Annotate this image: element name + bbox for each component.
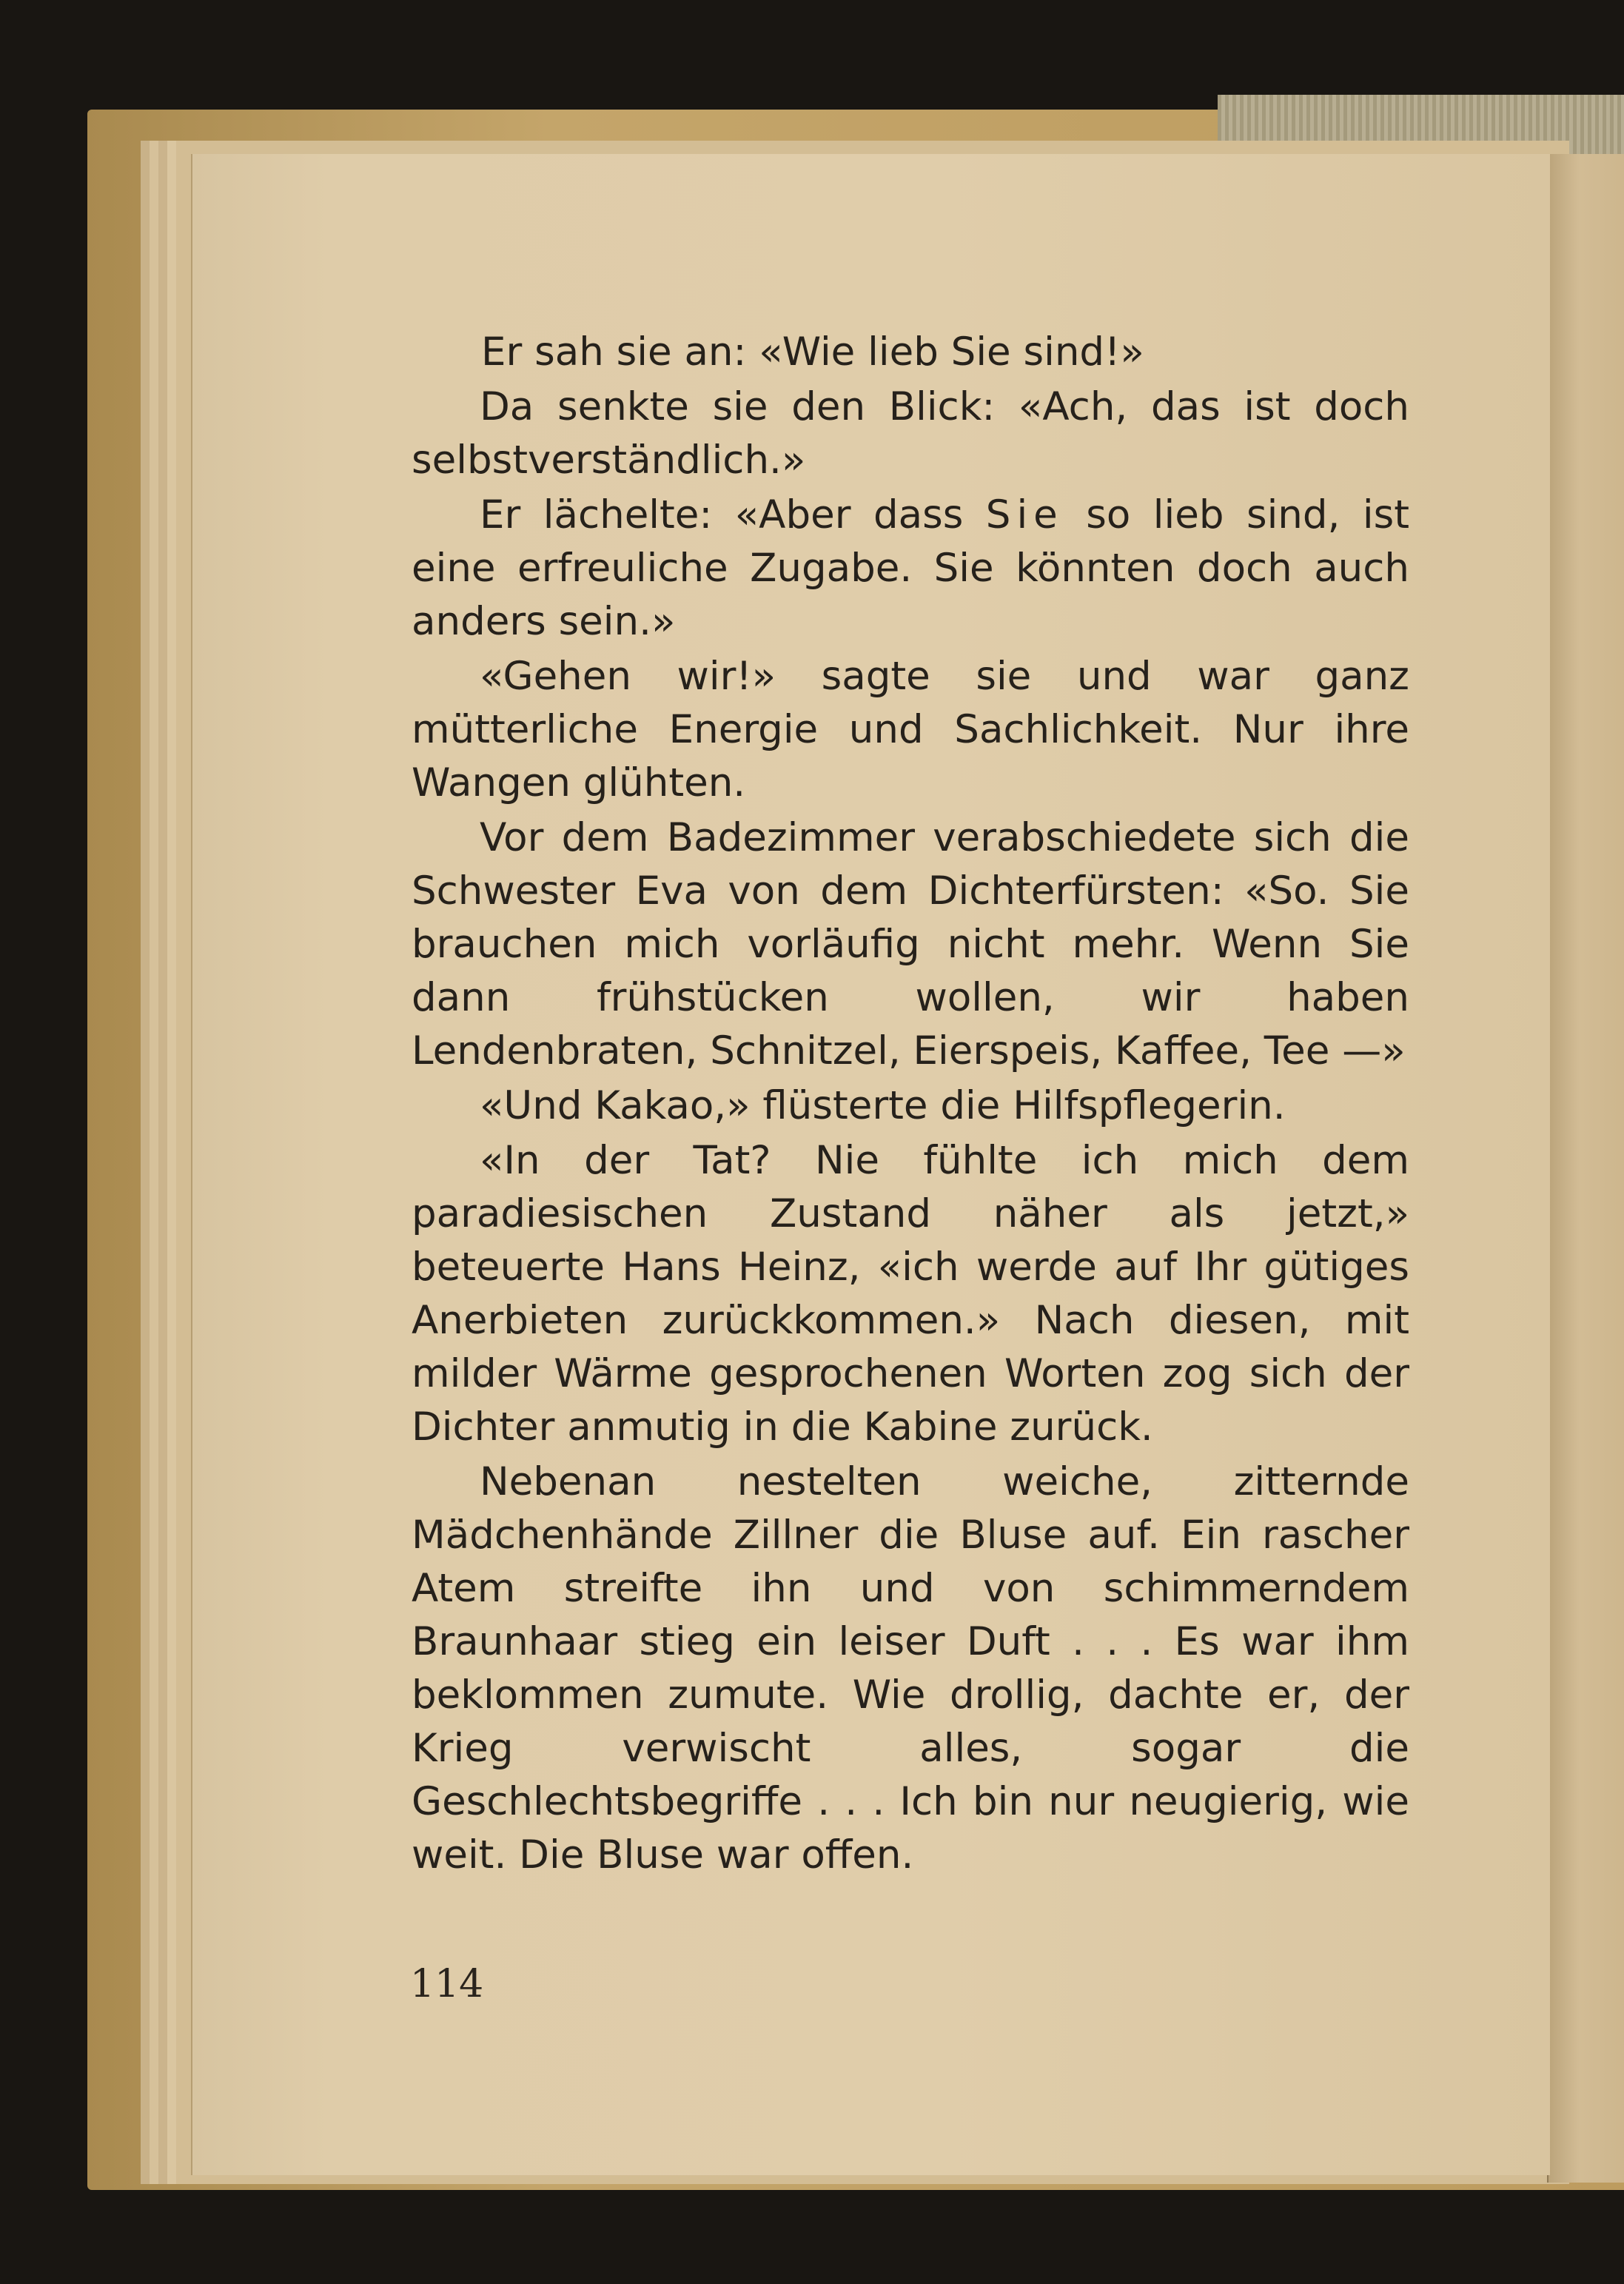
paragraph: Er sah sie an: «Wie lieb Sie sind!» [481,329,1144,375]
paragraph: Vor dem Badezimmer verabschiedete sich die Schwester Eva von dem Dichterfürsten: «So. Sie brauchen mich vorläufig nicht mehr. Wenn Sie dann frühstücken wollen, wir haben Lendenbraten, Schnitzel, Eierspeis, Kaffee, Tee —» [412,815,1409,1074]
spaced-emphasis: Sie [985,492,1064,537]
paragraph-text: Er lächelte: «Aber dass [480,492,986,537]
paragraph-text: so lieb sind, ist eine erfreuliche Zugabe. Sie könnten doch auch anders sein.» [412,492,1409,644]
paragraph: «In der Tat? Nie fühlte ich mich dem paradiesischen Zustand näher als jetzt,» beteuerte Hans Heinz, «ich werde auf Ihr gütiges Anerbieten zurückkommen.» Nach diesen, mit milder Wärme gesprochenen Worten zog sich der Dichter anmutig in die Kabine zurück. [412,1138,1409,1450]
paragraph: Da senkte sie den Blick: «Ach, das ist doch selbstverständlich.» [412,384,1409,483]
paragraph: Nebenan nestelten weiche, zitternde Mädchenhände Zillner die Bluse auf. Ein rascher Atem streifte ihn und von schimmerndem Braunhaar stieg ein leiser Duft . . . Es war ihm beklommen zumute. Wie drollig, dachte er, der Krieg verwischt alles, sogar die Geschlechtsbegriffe . . . Ich bin nur neugierig, wie weit. Die Bluse war offen. [412,1459,1409,1878]
paragraph: «Gehen wir!» sagte sie und war ganz mütterliche Energie und Sachlichkeit. Nur ihre Wangen glühten. [412,654,1409,806]
facing-page-edge [1547,154,1624,2183]
paragraph: «Und Kakao,» flüsterte die Hilfspflegerin. [480,1083,1286,1128]
paragraph [412,489,1409,649]
body-text [412,326,1409,1883]
page-number: 114 [410,1962,484,2006]
